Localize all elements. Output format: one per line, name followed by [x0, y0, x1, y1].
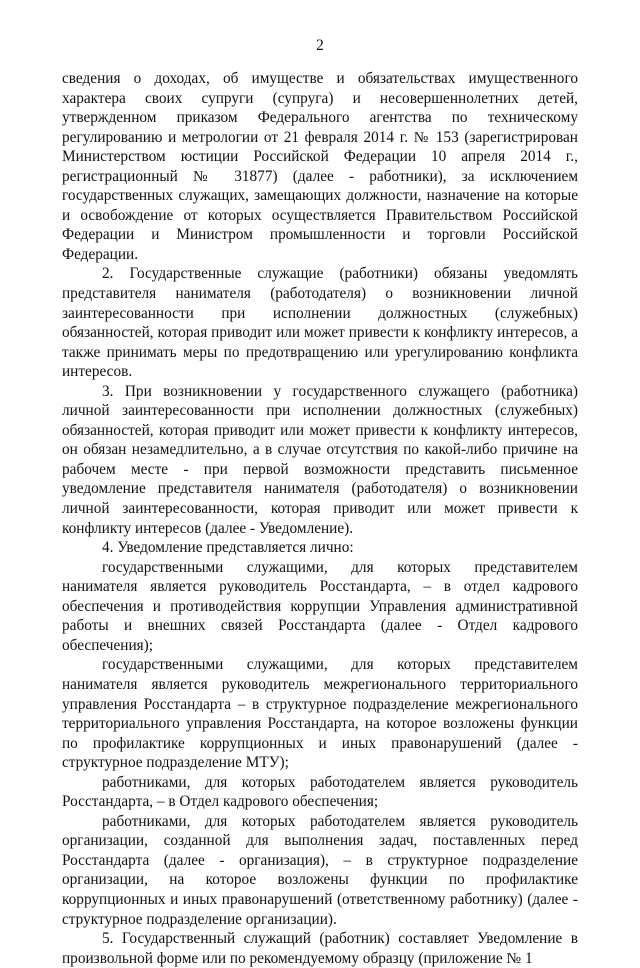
paragraph-4-item-2: государственными служащими, для которых представителем нанимателя является руководитель межрегионального территориального управления Росстандарта – в структурное подразделение межрегионального территориального управления Росстандарта, на которое возложены функции по профилактике коррупционных и иных правонарушений (далее - структурное подразделение МТУ);: [62, 656, 578, 772]
paragraph-3: 3. При возникновении у государственного служащего (работника) личной заинтересованности при исполнении должностных (служебных) обязанностей, которая приводит или может привести к конфликту интересов, он обязан незамедлительно, а в случае отсутствия по какой-либо причине на рабочем месте - при первой возможности представить письменное уведомление представителя нанимателя (работодателя) о возникновении личной заинтересованности, которая приводит или может привести к конфликту интересов (далее - Уведомление).: [62, 382, 578, 537]
paragraph-1-continuation: сведения о доходах, об имуществе и обязательствах имущественного характера своих супруги (супруга) и несовершеннолетних детей, утвержденном приказом Федерального агентства по техническому регулированию и метрологии от 21 февраля 2014 г. № 153 (зарегистрирован Министерством юстиции Российской Федерации 10 апреля 2014 г., регистрационный № 31877) (далее - работники), за исключением государственных служащих, замещающих должности, назначение на которые и освобождение от которых осуществляется Правительством Российской Федерации и Министром промышленности и торговли Российской Федерации.: [62, 70, 578, 263]
paragraph-4-item-3: работниками, для которых работодателем является руководитель Росстандарта, – в Отдел кадрового обеспечения;: [62, 773, 578, 811]
paragraph-4-item-1: государственными служащими, для которых представителем нанимателя является руководитель Росстандарта, – в отдел кадрового обеспечения и противодействия коррупции Управления административной работы и внешних связей Росстандарта (далее - Отдел кадрового обеспечения);: [62, 558, 578, 654]
paragraph-4-item-4: работниками, для которых работодателем является руководитель организации, созданной для выполнения задач, поставленных перед Росстандарта (далее - организация), – в структурное подразделение организации, на которое возложены функции по профилактике коррупционных и иных правонарушений (ответственному работнику) (далее - структурное подразделение организации).: [62, 812, 578, 928]
paragraph-4: 4. Уведомление представляется лично:: [102, 539, 354, 557]
paragraph-5: 5. Государственный служащий (работник) составляет Уведомление в произвольной форме или по рекомендуемому образцу (приложение № 1: [62, 930, 578, 967]
page-number: 2: [316, 37, 324, 54]
paragraph-2: 2. Государственные служащие (работники) обязаны уведомлять представителя нанимателя (работодателя) о возникновении личной заинтересованности при исполнении должностных (служебных) обязанностей, которая приводит или может привести к конфликту интересов, а также принимать меры по предотвращению или урегулированию конфликта интересов.: [62, 265, 578, 381]
